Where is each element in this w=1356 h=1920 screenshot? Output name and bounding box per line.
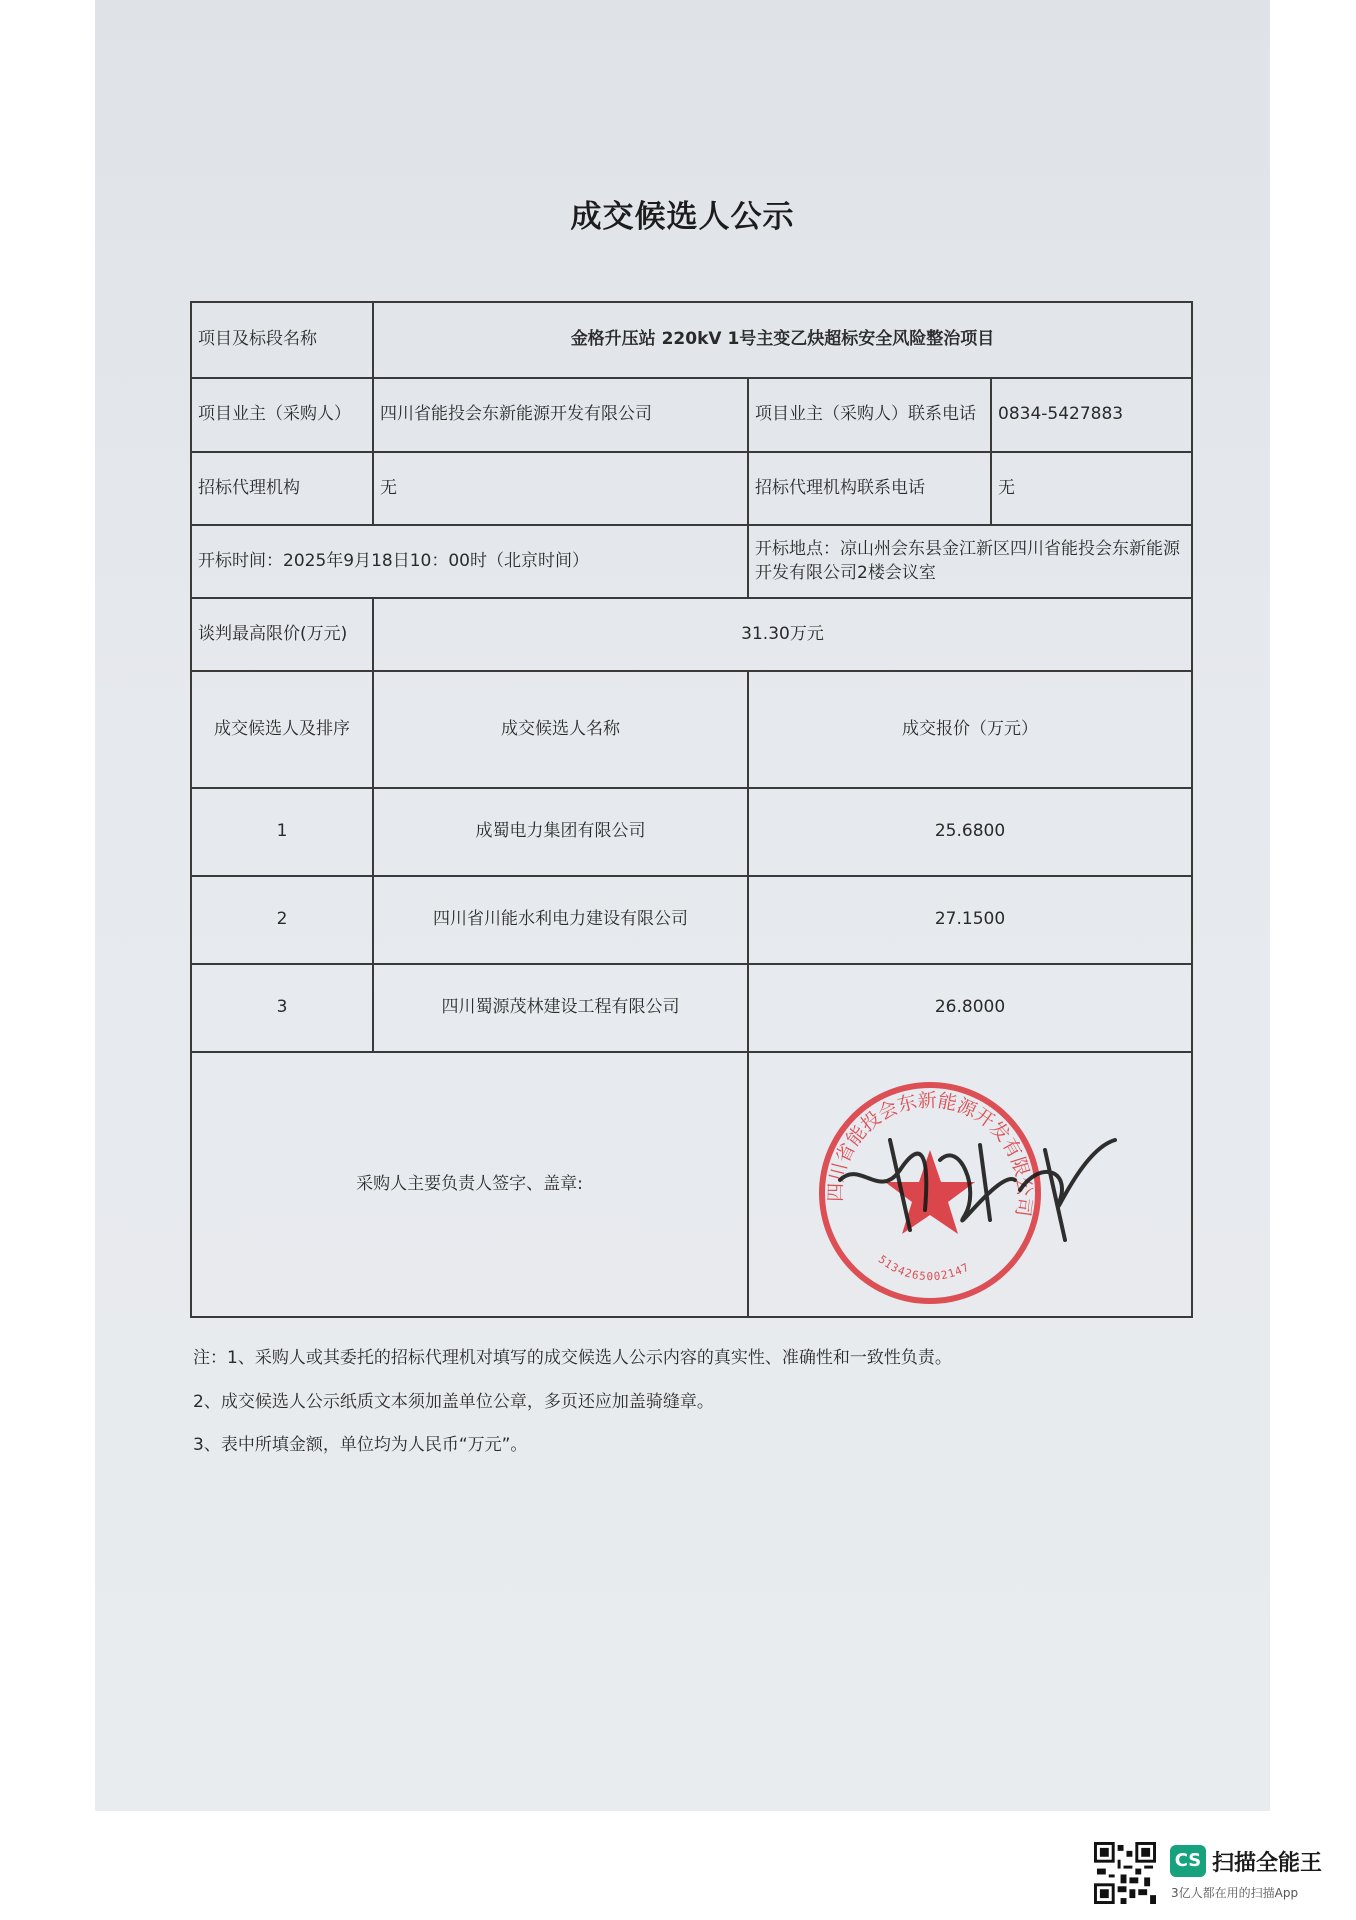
candidate-rank: 2 [191, 876, 373, 964]
table-row [191, 964, 1192, 1052]
candidate-name: 四川蜀源茂林建设工程有限公司 [373, 964, 748, 1052]
camscanner-watermark [1094, 1842, 1334, 1908]
note-2: 2、成交候选人公示纸质文本须加盖单位公章，多页还应加盖骑缝章。 [193, 1391, 714, 1412]
owner-value: 四川省能投会东新能源开发有限公司 [373, 378, 748, 452]
max-price-label: 谈判最高限价(万元) [191, 598, 373, 671]
camscanner-logo: CS [1170, 1845, 1206, 1877]
candidate-price: 27.1500 [748, 876, 1192, 964]
owner-phone-label: 项目业主（采购人）联系电话 [748, 378, 991, 452]
agency-label: 招标代理机构 [191, 452, 373, 525]
candidate-name: 四川省川能水利电力建设有限公司 [373, 876, 748, 964]
candidate-price: 26.8000 [748, 964, 1192, 1052]
candidate-rank: 1 [191, 788, 373, 876]
owner-row [191, 378, 1192, 452]
project-name: 金格升压站 220kV 1号主变乙炔超标安全风险整治项目 [373, 302, 1192, 378]
header-name: 成交候选人名称 [373, 671, 748, 788]
candidate-rank: 3 [191, 964, 373, 1052]
opening-row [191, 525, 1192, 598]
candidate-header-row [191, 671, 1192, 788]
project-label: 项目及标段名称 [191, 302, 373, 378]
camscanner-slogan: 3亿人都在用的扫描App [1171, 1886, 1299, 1900]
note-3: 3、表中所填金额，单位均为人民币“万元”。 [193, 1435, 528, 1455]
table-row [191, 788, 1192, 876]
opening-time: 开标时间：2025年9月18日10：00时（北京时间） [191, 525, 748, 598]
max-price-row [191, 598, 1192, 671]
owner-phone-value: 0834-5427883 [991, 378, 1192, 452]
candidate-price: 25.6800 [748, 788, 1192, 876]
notes-section [193, 1346, 1153, 1477]
owner-label: 项目业主（采购人） [191, 378, 373, 452]
seal-text: 四川省能投会东新能源开发有限公司 [824, 1089, 1036, 1218]
agency-value: 无 [373, 452, 748, 525]
project-row [191, 302, 1192, 378]
document-page [95, 0, 1270, 1811]
qr-code-icon [1094, 1842, 1156, 1904]
document-title: 成交候选人公示 [570, 199, 795, 235]
agency-phone-value: 无 [991, 452, 1192, 525]
candidate-name: 成蜀电力集团有限公司 [373, 788, 748, 876]
header-rank: 成交候选人及排序 [191, 671, 373, 788]
table-row [191, 876, 1192, 964]
opening-place: 开标地点：凉山州会东县金江新区四川省能投会东新能源开发有限公司2楼会议室 [748, 525, 1192, 598]
signature-label: 采购人主要负责人签字、盖章: [191, 1052, 748, 1317]
seal-number: 5134265002147 [875, 1252, 972, 1284]
max-price-value: 31.30万元 [373, 598, 1192, 671]
camscanner-name: 扫描全能王 [1212, 1851, 1323, 1876]
agency-row [191, 452, 1192, 525]
handwritten-signature [830, 1120, 1120, 1250]
note-1: 注：1、采购人或其委托的招标代理机对填写的成交候选人公示内容的真实性、准确性和一致性负责。 [193, 1348, 952, 1368]
header-price: 成交报价（万元） [748, 671, 1192, 788]
agency-phone-label: 招标代理机构联系电话 [748, 452, 991, 525]
